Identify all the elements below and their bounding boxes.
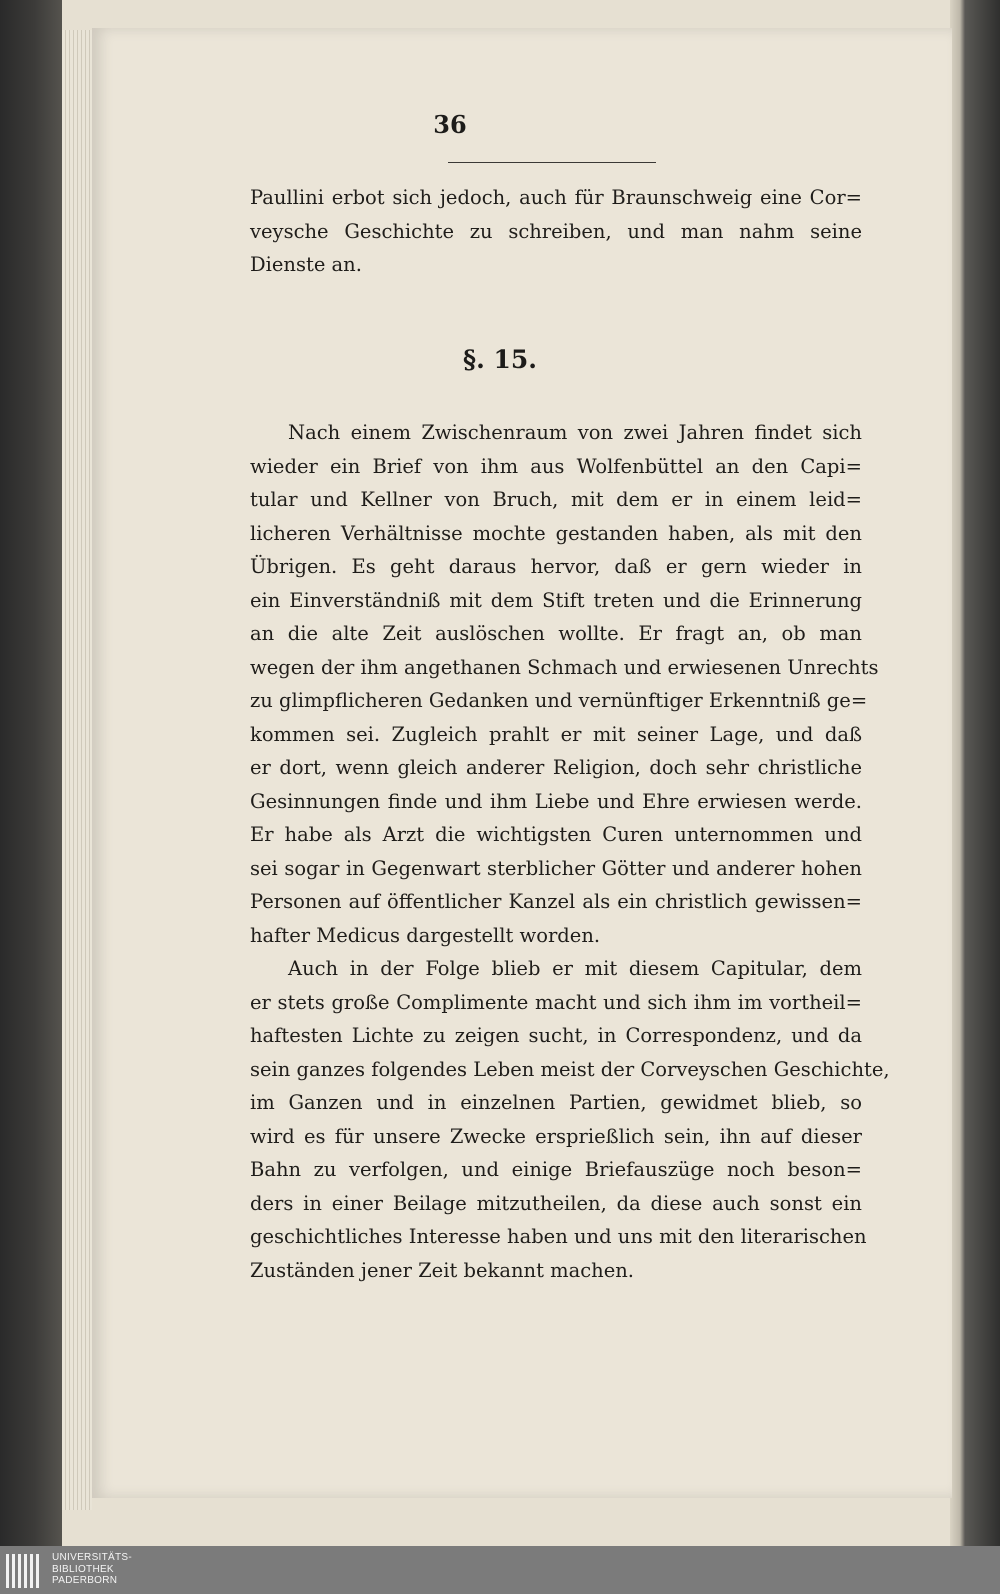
text-line: sei sogar in Gegenwart sterblicher Götter und anderer hohen	[250, 856, 862, 880]
text-line: zu glimpflicheren Gedanken und vernünftiger Erkenntniß ge=	[250, 689, 868, 712]
library-name	[52, 1552, 132, 1587]
scan-right-edge	[950, 0, 1000, 1546]
text-line: geschichtliches Interesse haben und uns mit den literarischen	[250, 1225, 867, 1248]
text-line: ders in einer Beilage mitzutheilen, da diese auch sonst ein	[250, 1191, 862, 1215]
intro-paragraph	[250, 181, 862, 282]
text-line: an die alte Zeit auslöschen wollte. Er fragt an, ob man	[250, 622, 862, 645]
text-line: Dienste an.	[250, 253, 362, 276]
section-title: §. 15.	[463, 345, 537, 374]
text-line: Bahn zu verfolgen, und einige Briefauszüge noch beson=	[250, 1158, 862, 1181]
library-footer-bar	[0, 1546, 1000, 1594]
scan-left-edge	[0, 0, 62, 1546]
text-line: im Ganzen und in einzelnen Partien, gewidmet blieb, so	[250, 1091, 862, 1114]
library-name-line: BIBLIOTHEK	[52, 1563, 114, 1575]
paragraph-1	[250, 416, 890, 1287]
text-line: Zuständen jener Zeit bekannt machen.	[250, 1258, 634, 1282]
text-line: wieder ein Brief von ihm aus Wolfenbüttel an den Capi=	[250, 454, 862, 478]
text-line: sein ganzes folgendes Leben meist der Corveyschen Geschichte,	[250, 1057, 890, 1081]
text-line: Gesinnungen finde und ihm Liebe und Ehre erwiesen werde.	[250, 789, 862, 813]
page-stack-edges	[62, 30, 92, 1510]
text-line: Paullini erbot sich jedoch, auch für Braunschweig eine Cor=	[250, 186, 862, 209]
text-line: Übrigen. Es geht daraus hervor, daß er gern wieder in	[250, 555, 862, 578]
text-line: ein Einverständniß mit dem Stift treten und die Erinnerung	[250, 588, 862, 612]
text-line: veysche Geschichte zu schreiben, und man nahm seine	[250, 219, 862, 243]
text-line: tular und Kellner von Bruch, mit dem er in einem leid=	[250, 488, 862, 511]
page-number: 36	[433, 110, 467, 139]
text-line: Nach einem Zwischenraum von zwei Jahren findet sich	[288, 421, 862, 444]
header-rule	[448, 162, 656, 163]
text-line: er dort, wenn gleich anderer Religion, doch sehr christliche	[250, 756, 862, 779]
text-line: licheren Verhältnisse mochte gestanden haben, als mit den	[250, 521, 862, 545]
text-line: Personen auf öffentlicher Kanzel als ein christlich gewissen=	[250, 890, 862, 913]
library-name-line: PADERBORN	[52, 1575, 118, 1586]
text-line: er stets große Complimente macht und sich ihm im vortheil=	[250, 990, 862, 1014]
text-line: Er habe als Arzt die wichtigsten Curen unternommen und	[250, 823, 862, 846]
library-logo-icon	[6, 1554, 46, 1588]
text-line: hafter Medicus dargestellt worden.	[250, 923, 601, 947]
text-line: kommen sei. Zugleich prahlt er mit seiner Lage, und daß	[250, 722, 862, 746]
text-line: wegen der ihm angethanen Schmach und erwiesenen Unrechts	[250, 655, 879, 679]
library-name-line: UNIVERSITÄTS-	[52, 1552, 133, 1563]
text-line: Auch in der Folge blieb er mit diesem Capitular, dem	[288, 957, 862, 980]
text-line: haftesten Lichte zu zeigen sucht, in Correspondenz, und da	[250, 1024, 862, 1047]
text-line: wird es für unsere Zwecke ersprießlich sein, ihn auf dieser	[250, 1124, 862, 1148]
